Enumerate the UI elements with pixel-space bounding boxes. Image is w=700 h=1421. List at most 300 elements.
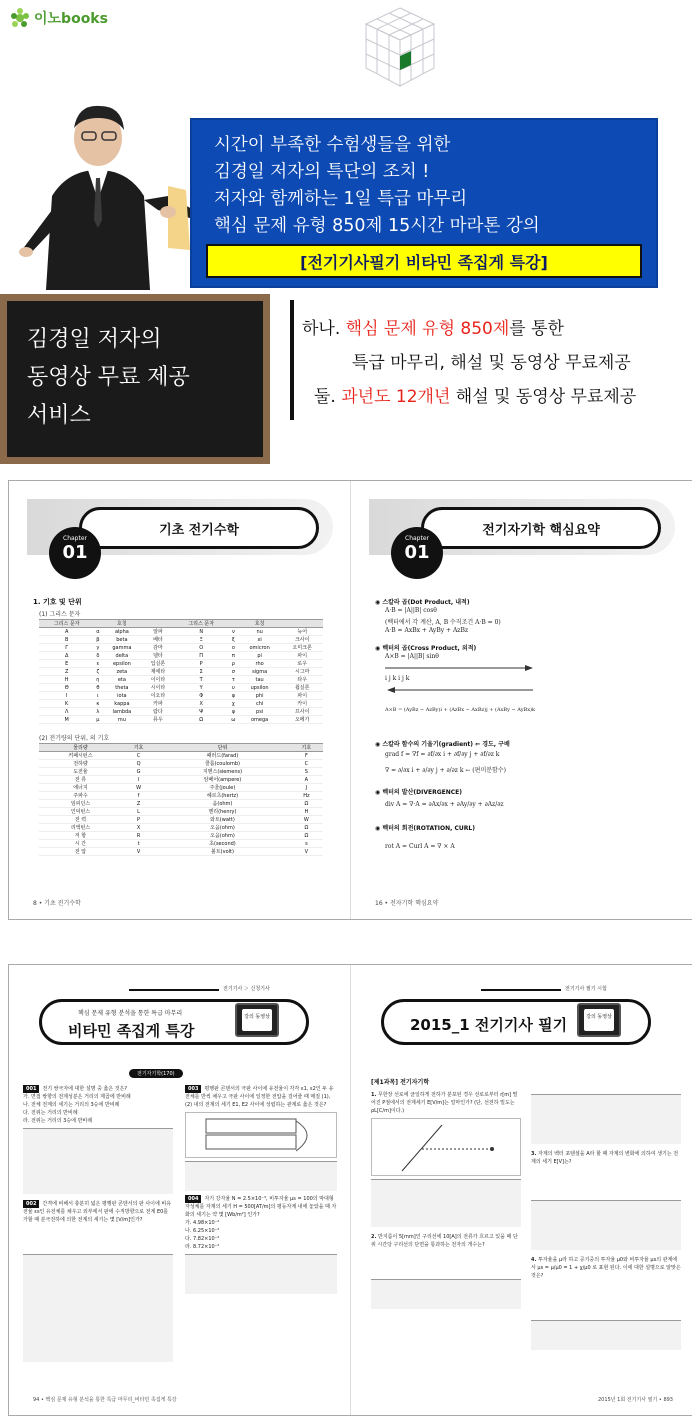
table-cell: H [290, 808, 323, 816]
unit-row [39, 848, 323, 856]
table-cell: 카이 [281, 700, 323, 708]
greek-letter-row [39, 708, 323, 716]
chapter-badge [391, 527, 443, 579]
leaf-icon [10, 8, 30, 28]
table-cell: Η [39, 676, 94, 684]
choice: 다. 전위는 거리의 반비례 [23, 1110, 78, 1116]
table-cell: ψ [229, 708, 238, 716]
table-cell: phi [238, 692, 282, 700]
table-cell: 오옴(ohm) [155, 832, 290, 840]
exam-title: 2015_1 전기기사 필기 [410, 1016, 568, 1034]
summary-heading: ◉ 스칼라 곱(Dot Product, 내적) [375, 599, 470, 606]
table-cell: Τ [174, 676, 229, 684]
page-number: 2015년 1회 전기기사 필기 • 893 [598, 1397, 673, 1403]
summary-heading: ◉ 벡터의 곱(Cross Product, 외적) [375, 645, 477, 652]
table-cell: π [229, 652, 238, 660]
chapter-subtitle: 핵심 문제 유형 분석을 통한 특급 마무리 [78, 1010, 183, 1017]
table-cell: delta [101, 652, 142, 660]
table-cell: α [96, 628, 100, 635]
table-cell: theta [101, 684, 142, 692]
formula: A·B = |A||B| cosθ [385, 607, 437, 614]
table-cell: 시이타 [142, 684, 173, 692]
explanation-box [371, 1279, 521, 1309]
table-cell: W [122, 784, 155, 792]
column-header: 호칭 [101, 620, 142, 628]
question-number: 004 [185, 1195, 201, 1203]
table-cell: chi [238, 700, 282, 708]
feature-two [302, 380, 636, 414]
table-cell: xi [238, 636, 282, 644]
question-column-left [23, 1085, 173, 1365]
table-cell: 뮤우 [142, 716, 173, 724]
explanation-box [531, 1200, 681, 1250]
table-cell: 전 압 [39, 848, 122, 856]
table-cell: eta [101, 676, 142, 684]
promo-banner: [전기기사필기 비타민 족집게 특강] [206, 244, 642, 278]
chapter-label: Chapter [63, 535, 87, 542]
chapter-number: 01 [62, 542, 88, 563]
choice: 가. 면접 쌍향의 전계성분은 거리의 제곱에 반비례 [23, 1094, 131, 1100]
table-cell: χ [229, 700, 238, 708]
table-cell: 카파 [142, 700, 173, 708]
formula: (벡터에서 각 계산, A, B 수직조건 A·B = 0) [385, 619, 501, 626]
chalkboard [0, 294, 270, 464]
table-cell: nu [238, 628, 282, 636]
table-cell: 크사이 [281, 636, 323, 644]
subsection-title: (1) 그리스 문자 [39, 611, 81, 618]
table-cell: Ο [174, 644, 229, 652]
page-em-summary [351, 481, 693, 919]
table-cell: f [122, 792, 155, 800]
table-cell: iota [101, 692, 142, 700]
question-text: 반지름이 5[mm]인 구리선에 10[A]의 전류가 흐르고 있을 때 단위 시간당 구리선의 단면을 통과하는 전자의 개수는? [371, 1234, 518, 1248]
table-cell: Ω [290, 824, 323, 832]
table-cell: L [122, 808, 155, 816]
table-cell: 윕실론 [281, 684, 323, 692]
exam-question-3 [531, 1150, 681, 1166]
exam-column-left [371, 1091, 521, 1312]
greek-letter-row [39, 636, 323, 644]
column-header: 그리스 문자 [174, 620, 229, 628]
greek-letter-row [39, 684, 323, 692]
table-cell: Hz [290, 792, 323, 800]
question-text: 간격에 비해서 충분히 넓은 평행판 콘덴서의 판 사이에 비유전율 εs인 유전체를 채우고 외부에서 판에 수직방향으로 전계 E0를 가할 때 분극전하에 의한 전계의 세기는 몇 [V/m]인가? [23, 1201, 172, 1223]
table-cell: J [290, 784, 323, 792]
formula: A×B = (AyBz − AzBy)i + (AzBx − AxBz)j + (AxBy − AyBx)k [385, 707, 535, 713]
promo-box [190, 118, 658, 288]
table-cell: Θ [39, 684, 94, 692]
column-header [229, 620, 238, 628]
chapter-title: 전기자기학 핵심요약 [421, 507, 661, 549]
table-cell: X [122, 824, 155, 832]
table-cell: ν [229, 628, 238, 636]
question-004 [185, 1195, 337, 1219]
table-cell: beta [101, 636, 142, 644]
table-cell: 시그마 [281, 668, 323, 676]
table-cell: Ω [290, 800, 323, 808]
cube-illustration [360, 4, 440, 94]
table-cell: R [122, 832, 155, 840]
table-cell: ο [229, 644, 238, 652]
chalkboard-line: 김경일 저자의 [27, 327, 162, 352]
table-cell: Σ [174, 668, 229, 676]
page-past-exam [351, 965, 693, 1415]
track-arrow [129, 989, 219, 991]
table-cell: Z [122, 800, 155, 808]
table-cell: Φ [174, 692, 229, 700]
table-cell: 오옴(ohm) [155, 824, 290, 832]
choice: 나. 전체 전계의 세기는 거리의 3승에 반비례 [23, 1102, 120, 1108]
table-cell: W [290, 816, 323, 824]
unit-row [39, 832, 323, 840]
table-cell: 주울(joule) [155, 784, 290, 792]
table-cell: 헤르츠(hertz) [155, 792, 290, 800]
chapter-title: 기초 전기수학 [79, 507, 319, 549]
column-header: 호칭 [238, 620, 282, 628]
video-lecture-label: 강의 동영상 [242, 1009, 272, 1031]
table-cell: pi [238, 652, 282, 660]
table-cell: t [122, 840, 155, 848]
promo-line: 김경일 저자의 특단의 조치 ! [214, 162, 430, 182]
promo-line: 시간이 부족한 수험생들을 위한 [214, 135, 451, 155]
greek-letter-row [39, 628, 323, 636]
table-cell: Ε [39, 660, 94, 668]
chalkboard-text [27, 321, 190, 435]
feature-one-line2: 특급 마무리, 해설 및 동영상 무료제공 [352, 353, 631, 373]
table-cell: η [96, 676, 100, 683]
topic-tag: 전기자기학(170) [129, 1069, 183, 1078]
table-cell: β [96, 636, 100, 643]
feature-one-prefix: 하나. [302, 319, 346, 339]
table-cell: 헨리(henry) [155, 808, 290, 816]
table-cell: Ζ [39, 668, 94, 676]
table-cell: 인덕턴스 [39, 808, 122, 816]
explanation-box [185, 1161, 337, 1191]
choice: 라. 전위는 거리의 3승에 반비례 [23, 1118, 93, 1124]
question-text: 투자율을 μ라 하고 공기중의 투자율 μ0와 비투자율 μs의 관계에서 μs = μ/μ0 = 1 + χ/μ0 로 표현 된다. 이에 대한 설명으로 알맞은 것은? [531, 1257, 681, 1279]
question-text: 전기 쌍극자에 대한 설명 중 옳은 것은? [42, 1086, 128, 1092]
column-header [281, 620, 323, 628]
chapter-label: Chapter [405, 535, 429, 542]
table-cell: 뉴어 [281, 628, 323, 636]
page-basic-math [9, 481, 351, 919]
table-cell: τ [229, 676, 238, 684]
table-cell: Ω [290, 832, 323, 840]
explanation-box [371, 1179, 521, 1227]
greek-letter-row [39, 660, 323, 668]
table-header-row [39, 620, 323, 628]
formula: div A = ∇·A = ∂Ax/∂x + ∂Ay/∂y + ∂Az/∂z [385, 801, 504, 808]
track-label: 전기기사 필기 시험 [565, 986, 607, 992]
table-cell: P [122, 816, 155, 824]
table-cell: 오미크론 [281, 644, 323, 652]
cycle-arrow-icon [385, 663, 535, 673]
formula: rot A = Curl A = ∇ × A [385, 843, 455, 850]
video-lecture-icon[interactable] [577, 1003, 621, 1037]
chapter-number: 01 [404, 542, 430, 563]
line-charge-figure [371, 1118, 521, 1176]
table-cell: kappa [101, 700, 142, 708]
formula: grad f = ∇f = ∂f/∂x i + ∂f/∂y j + ∂f/∂z k [385, 751, 500, 758]
page-number: 8 • 기초 전기수학 [33, 900, 81, 907]
formula: A·B = AxBx + AyBy + AzBz [385, 627, 469, 634]
column-header: 기호 [122, 744, 155, 752]
table-cell: tau [238, 676, 282, 684]
unit-row [39, 752, 323, 760]
table-cell: omicron [238, 644, 282, 652]
subject-heading: [제1과목] 전기자기학 [371, 1079, 430, 1086]
question-text: 자계의 벡터 포텐셜을 A라 할 때 자계의 변화에 의하여 생기는 전계의 세기 E[V]는? [531, 1151, 679, 1165]
table-cell: S [290, 768, 323, 776]
capacitor-figure [185, 1112, 337, 1158]
table-cell: C [122, 752, 155, 760]
table-cell: alpha [101, 628, 142, 636]
greek-letter-row [39, 644, 323, 652]
greek-letter-row [39, 692, 323, 700]
table-cell: 파이 [281, 692, 323, 700]
table-cell: Q [122, 760, 155, 768]
greek-letter-row [39, 668, 323, 676]
table-cell: ξ [229, 636, 238, 644]
track-label: 전기기사 ＞ 신청기사 [223, 986, 270, 992]
table-cell: Ψ [174, 708, 229, 716]
table-cell: 저 항 [39, 832, 122, 840]
table-cell: sigma [238, 668, 282, 676]
feature-two-rest: 해설 및 동영상 무료제공 [450, 387, 637, 407]
book-spread-vitamin-lecture [8, 964, 692, 1416]
greek-letter-row [39, 676, 323, 684]
table-cell: 람다 [142, 708, 173, 716]
subsection-title-2: (2) 전기량의 단위, 의 기호 [39, 735, 110, 742]
exam-question-1 [371, 1091, 521, 1115]
table-cell: Ι [39, 692, 94, 700]
video-lecture-icon[interactable] [235, 1003, 279, 1037]
feature-two-highlight: 과년도 12개년 [341, 387, 451, 407]
unit-row [39, 800, 323, 808]
table-cell: 리액턴스 [39, 824, 122, 832]
formula: ∇ = ∂/∂x i + ∂/∂y j + ∂/∂z k ← (편미분함수) [385, 767, 506, 774]
table-cell: V [122, 848, 155, 856]
exam-question-2 [371, 1233, 521, 1249]
table-cell: C [290, 760, 323, 768]
question-text: 자기 강자율 N = 2.5×10⁻³, 비투자율 μs = 100의 막대형 자성체를 자계의 세기 H = 500[AT/m]의 평등자계 내에 놓았을 때 자화의 세기는 약 몇 [Wb/m²] 인가? [185, 1196, 337, 1218]
table-cell: 시 간 [39, 840, 122, 848]
table-cell: Γ [39, 644, 94, 652]
table-cell: 초(second) [155, 840, 290, 848]
unit-row [39, 792, 323, 800]
question-number: 1. [371, 1092, 377, 1098]
table-header-row [39, 744, 323, 752]
table-cell: 와트(watt) [155, 816, 290, 824]
question-text: 무한장 선로에 균일하게 전하가 분포된 경우 선로로부터 r[m] 떨어진 P점에서의 전계세기 E[V/m]는 얼마인가? (단, 선전하 밀도는 ρL[C/m]이다.) [371, 1092, 518, 1114]
table-cell: φ [229, 692, 238, 700]
question-text: 평행판 콘덴서의 극판 사이에 유전율이 각각 ε1, ε2인 두 유전체를 반씩 채우고 극판 사이에 일정한 전압을 걸어줄 때 매질 (1), (2) 내의 전계의 세기 E1, E2 사이에 성립하는 관계로 옳은 것은? [185, 1086, 334, 1108]
brand-logo[interactable] [10, 8, 108, 28]
choice: 다. 7.82×10⁻² [185, 1236, 220, 1242]
table-cell: 파이 [281, 652, 323, 660]
question-number: 001 [23, 1085, 39, 1093]
chapter-title: 비타민 족집게 특강 [68, 1022, 195, 1040]
table-cell: ι [94, 692, 101, 700]
table-cell: 이이타 [142, 676, 173, 684]
column-header: 물리량 [39, 744, 122, 752]
video-lecture-label: 강의 동영상 [584, 1009, 614, 1031]
table-cell: zeta [101, 668, 142, 676]
promo-line: 핵심 문제 유형 850제 15시간 마라톤 강의 [214, 216, 540, 236]
question-number: 002 [23, 1200, 39, 1208]
question-number: 4. [531, 1257, 537, 1263]
table-cell: 임피던스 [39, 800, 122, 808]
divider [290, 300, 294, 420]
question-002 [23, 1200, 173, 1224]
table-cell: 오메가 [281, 716, 323, 724]
table-cell: Χ [174, 700, 229, 708]
table-cell: 옴(ohm) [155, 800, 290, 808]
table-cell: V [290, 848, 323, 856]
exam-question-4 [531, 1256, 681, 1280]
summary-heading: ◉ 벡터의 회전(ROTATION, CURL) [375, 825, 475, 832]
question-column-right [185, 1085, 337, 1297]
table-cell: γ [94, 644, 101, 652]
table-cell: I [122, 776, 155, 784]
table-cell: 전하량 [39, 760, 122, 768]
unit-row [39, 760, 323, 768]
column-header [142, 620, 173, 628]
author-photo [18, 100, 198, 290]
column-header: 기호 [290, 744, 323, 752]
cycle-arrow-icon [385, 685, 535, 695]
chapter-badge [49, 527, 101, 579]
book-spread-basic-math [8, 480, 692, 920]
column-header: 단위 [155, 744, 290, 752]
table-cell: ε [94, 660, 101, 668]
column-header: 그리스 문자 [39, 620, 94, 628]
section-title: 1. 기호 및 단위 [33, 598, 82, 606]
table-cell: Β [39, 636, 94, 644]
table-cell: σ [229, 668, 238, 676]
table-cell: omega [238, 716, 282, 724]
promo-line: 저자와 함께하는 1일 특급 마무리 [214, 189, 468, 209]
table-cell: Μ [39, 716, 94, 724]
table-cell: epsilon [101, 660, 142, 668]
explanation-box [531, 1094, 681, 1144]
table-cell: 알파 [142, 628, 173, 636]
table-cell: mu [101, 716, 142, 724]
table-cell: 에너지 [39, 784, 122, 792]
unit-row [39, 808, 323, 816]
exam-column-right [531, 1091, 681, 1353]
brand-name: 이노books [34, 11, 108, 27]
table-cell: Λ [39, 708, 94, 716]
question-001 [23, 1085, 173, 1093]
column-header [94, 620, 101, 628]
table-cell: θ [94, 684, 101, 692]
table-cell: F [290, 752, 323, 760]
formula: A×B = |A||B| sinθ [385, 653, 439, 660]
unit-row [39, 784, 323, 792]
table-cell: ζ [94, 668, 101, 676]
table-cell: 지멘스(siemens) [155, 768, 290, 776]
formula: i j k i j k [385, 675, 410, 682]
feature-one-highlight: 핵심 문제 유형 850제 [345, 319, 510, 339]
table-cell: 감마 [142, 644, 173, 652]
question-number: 003 [185, 1085, 201, 1093]
table-cell: rho [238, 660, 282, 668]
table-cell: Δ [39, 652, 94, 660]
track-arrow [481, 989, 561, 991]
explanation-box [185, 1254, 337, 1294]
table-cell: Ξ [174, 636, 229, 644]
table-cell: Ρ [174, 660, 229, 668]
feature-one-rest: 를 통한 [509, 319, 564, 339]
choice: 가. 4.98×10⁻² [185, 1220, 220, 1226]
table-cell: λ [94, 708, 101, 716]
choice: 라. 8.72×10⁻² [185, 1244, 220, 1250]
unit-symbol-table [39, 743, 323, 856]
choice: 나. 6.25×10⁻² [185, 1228, 220, 1234]
table-cell: Π [174, 652, 229, 660]
table-cell: 도전율 [39, 768, 122, 776]
table-cell: 패러드(farad) [155, 752, 290, 760]
explanation-box [531, 1320, 681, 1350]
question-number: 3. [531, 1151, 537, 1157]
table-cell: δ [94, 652, 101, 660]
page-number: 94 • 핵심 문제 유형 분석을 통한 특급 마무리_비타민 족집게 특강 [33, 1397, 177, 1403]
table-cell: 전 력 [39, 816, 122, 824]
unit-row [39, 768, 323, 776]
chalkboard-line: 동영상 무료 제공 [27, 365, 190, 390]
table-cell: A [290, 776, 323, 784]
table-cell: 제에타 [142, 668, 173, 676]
unit-row [39, 776, 323, 784]
capacitor-diagram [186, 1113, 326, 1157]
greek-letter-table [39, 619, 323, 724]
feature-one [302, 312, 636, 346]
table-cell: 볼트(volt) [155, 848, 290, 856]
unit-row [39, 816, 323, 824]
promo-lines [214, 132, 540, 240]
greek-letter-row [39, 700, 323, 708]
line-charge-diagram [372, 1119, 512, 1175]
question-number: 2. [371, 1234, 377, 1240]
table-cell: 입실론 [142, 660, 173, 668]
page-number: 16 • 전자기학 핵심요약 [375, 900, 439, 907]
table-cell: μ [96, 716, 100, 723]
table-cell: υ [229, 684, 238, 692]
table-cell: 쿨롬(coulomb) [155, 760, 290, 768]
table-cell: 전 류 [39, 776, 122, 784]
table-cell: Υ [174, 684, 229, 692]
page-vitamin-lecture [9, 965, 351, 1415]
table-cell: lambda [101, 708, 142, 716]
feature-two-prefix: 둘. [314, 387, 342, 407]
table-cell: ω [229, 716, 238, 724]
table-cell: 델타 [142, 652, 173, 660]
table-cell: G [122, 768, 155, 776]
table-cell: 커패시턴스 [39, 752, 122, 760]
unit-row [39, 824, 323, 832]
explanation-box [23, 1254, 173, 1362]
table-cell: Ω [174, 716, 229, 724]
table-cell: 주파수 [39, 792, 122, 800]
unit-row [39, 840, 323, 848]
table-cell: 타우 [281, 676, 323, 684]
table-cell: 프사이 [281, 708, 323, 716]
table-cell: ρ [229, 660, 238, 668]
promo-hero [0, 0, 700, 470]
question-003 [185, 1085, 337, 1109]
table-cell: Κ [39, 700, 94, 708]
